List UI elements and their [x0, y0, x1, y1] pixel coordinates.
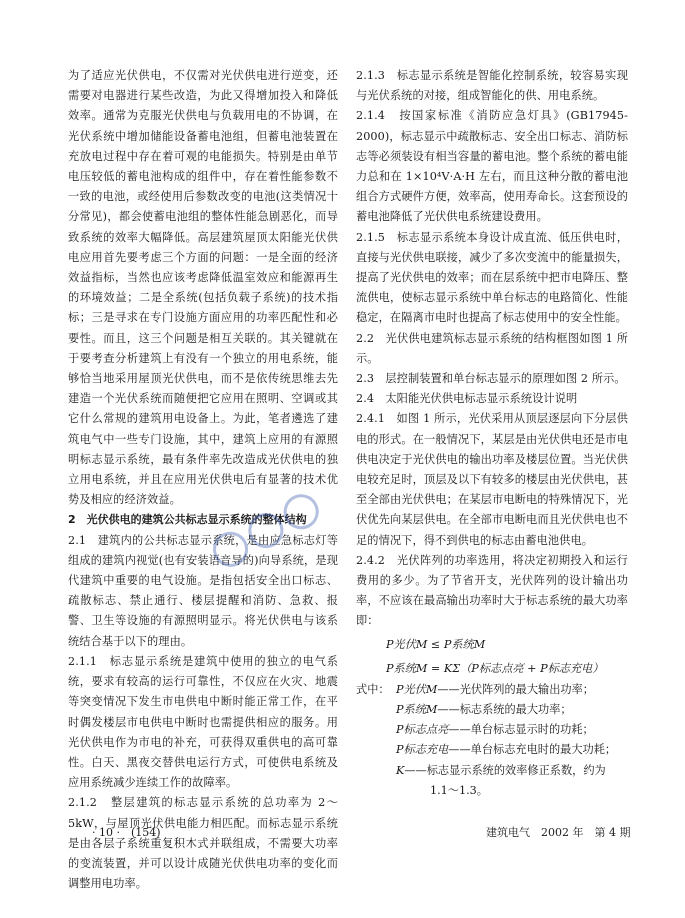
paragraph-2-1: 2.1 建筑内的公共标志显示系统，是由应急标志灯等组成的建筑内视觉(也有安装语音导的)向导系统，是现代建筑中重要的电气设施。是指包括安全出口标志、疏散标志、禁止通行、楼层提醒和消防、急救、报警、卫生等设施的有源照明显示。将光伏供电与该系统结合基于以下的理由。: [68, 533, 338, 648]
symbol-desc: ——单台标志显示时的功耗；: [448, 723, 594, 737]
right-column: [356, 66, 628, 801]
symbol-row: [356, 740, 628, 760]
left-column: [68, 66, 338, 894]
journal-info: 建筑电气 2002 年 第 4 期: [486, 826, 631, 839]
paragraph-2-1-3: 2.1.3 标志显示系统是智能化控制系统，较容易实现与光伏系统的对接，组成智能化的供、用电系统。: [356, 69, 628, 103]
symbol-name: P标志充电: [396, 743, 449, 757]
symbol-name: P系统M: [396, 702, 438, 716]
symbols-lead: 式中：: [356, 682, 390, 696]
symbol-name: P标志点亮: [396, 723, 449, 737]
symbol-desc: ——标志系统的最大功率；: [437, 702, 572, 716]
section-heading-2: 2 光伏供电的建筑公共标志显示系统的整体结构: [68, 513, 307, 527]
paragraph-intro: 为了适应光伏供电，不仅需对光伏供电进行逆变，还需要对电器进行某些改造，为此又得增加投入和降低效率。通常为克服光伏供电与负载用电的不协调，在光伏系统中增加储能设备蓄电池组，但蓄电池装置在充放电过程中存在着可观的电能损失。特别是由单节电压较低的蓄电池构成的组件中，存在着性能参数不一致的电池，或经使用后参数改变的电池(这类情况十分常见)，都会使蓄电池组的整体性能急剧恶化，而导致系统的效率大幅降低。高层建筑屋顶太阳能光伏供电应用首先要考虑三个方面的问题：一是全面的经济效益指标，当然也应该考虑降低温室效应和能源再生的环境效益；二是全系统(包括负载子系统)的技术指标；三是寻求在专门设施方面应用的功率匹配性和必要性。而且，这三个问题是相互关联的。其关键就在于要考查分析建筑上有没有一个独立的用电系统，能够恰当地采用屋顶光伏供电，而不是依传统思维去先建造一个光伏系统而随便把它应用在照明、空调或其它什么常规的建筑用电设备上。为此，笔者遴选了建筑电气中一些专门设施，其中，建筑上应用的有源照明标志显示系统，最有条件率先改造成光伏供电的独立用电系统，并且在应用光伏供电后有显著的技术优势及相应的经济效益。: [68, 69, 338, 507]
paragraph-2-4-2: 2.4.2 光伏阵列的功率选用，将决定初期投入和运行费用的多少。为了节省开支，光伏阵列的设计输出功率，不应该在最高输出功率时大于标志系统的最大功率即：: [356, 553, 628, 628]
page-number: · 10 · (154): [92, 826, 161, 839]
symbol-desc: ——标志显示系统的效率修正系数，约为: [404, 763, 606, 777]
symbol-row: [356, 720, 628, 740]
paragraph-2-2: 2.2 光伏供电建筑标志显示系统的结构框图如图 1 所示。: [356, 331, 628, 365]
symbol-row: [356, 680, 628, 700]
paragraph-2-1-1: 2.1.1 标志显示系统是建筑中使用的独立的电气系统，要求有较高的运行可靠性，不仅应在火灾、地震等突变情况下发生市电供电中断时能正常工作，在平时偶发楼层市电供电中断时也需提供相应的服务。用光伏供电作为市电的补充，可获得双重供电的高可靠性。白天、黑夜交替供电运行方式，可使供电系统及应用系统减少连续工作的故障率。: [68, 654, 338, 790]
symbol-row: [356, 761, 628, 781]
formula-1: P光伏M ≤ P系统M: [386, 637, 486, 651]
paragraph-2-1-4: 2.1.4 按国家标准《消防应急灯具》(GB17945-2000)，标志显示中疏散标志、安全出口标志、消防标志等必须装设有相当容量的蓄电池。整个系统的蓄电能力总和在 1×10⁴V·A·H 左右，而且这种分散的蓄电池组合方式硬件方便，效率高，使用寿命长。这套预设的蓄电池降低了光伏供电系统建设费用。: [356, 109, 628, 224]
symbol-definitions: [356, 680, 628, 801]
paragraph-2-3: 2.3 层控制装置和单台标志显示的原理如图 2 所示。: [356, 372, 626, 386]
symbol-continuation: 1.1～1.3。: [430, 783, 488, 797]
symbol-row: [356, 700, 628, 720]
paragraph-2-4: 2.4 太阳能光伏供电标志显示系统设计说明: [356, 392, 578, 406]
paragraph-2-1-5: 2.1.5 标志显示系统本身设计成直流、低压供电时，直接与光伏供电联接，减少了多次变流中的能量损失，提高了光伏供电的效率；而在层系统中把市电降压、整流供电，使标志显示系统中单台标志的电路简化、性能稳定，在隔离市电时也提高了标志使用中的安全性能。: [356, 230, 628, 325]
symbol-desc: ——光伏阵列的最大输出功率；: [437, 682, 594, 696]
symbol-name: P光伏M: [396, 682, 438, 696]
paragraph-2-1-2: 2.1.2 整层建筑的标志显示系统的总功率为 2～5kW，与屋顶光伏供电能力相匹配。而标志显示系统是由各层子系统重复积木式并联组成，不需要大功率的变流装置，并可以设计成随光伏供电功率的变化而调整用电功率。: [68, 796, 338, 891]
symbol-desc: ——单台标志充电时的最大功耗；: [448, 743, 617, 757]
symbol-name: K: [396, 763, 405, 777]
paragraph-2-4-1: 2.4.1 如图 1 所示，光伏采用从顶层逐层向下分层供电的形式。在一般情况下，某层是由光伏供电还是市电供电决定于光伏供电的输出功率及楼层位置。当光伏供电较充足时，顶层及以下有较多的楼层由光伏供电，甚至全部由光伏供电；在某层市电断电的特殊情况下，光伏优先向某层供电。在全部市电断电而且光伏供电也不足的情况下，得不到供电的标志由蓄电池供电。: [356, 412, 628, 547]
formula-2: P系统M = KΣ（P标志点亮 + P标志充电）: [386, 661, 604, 675]
